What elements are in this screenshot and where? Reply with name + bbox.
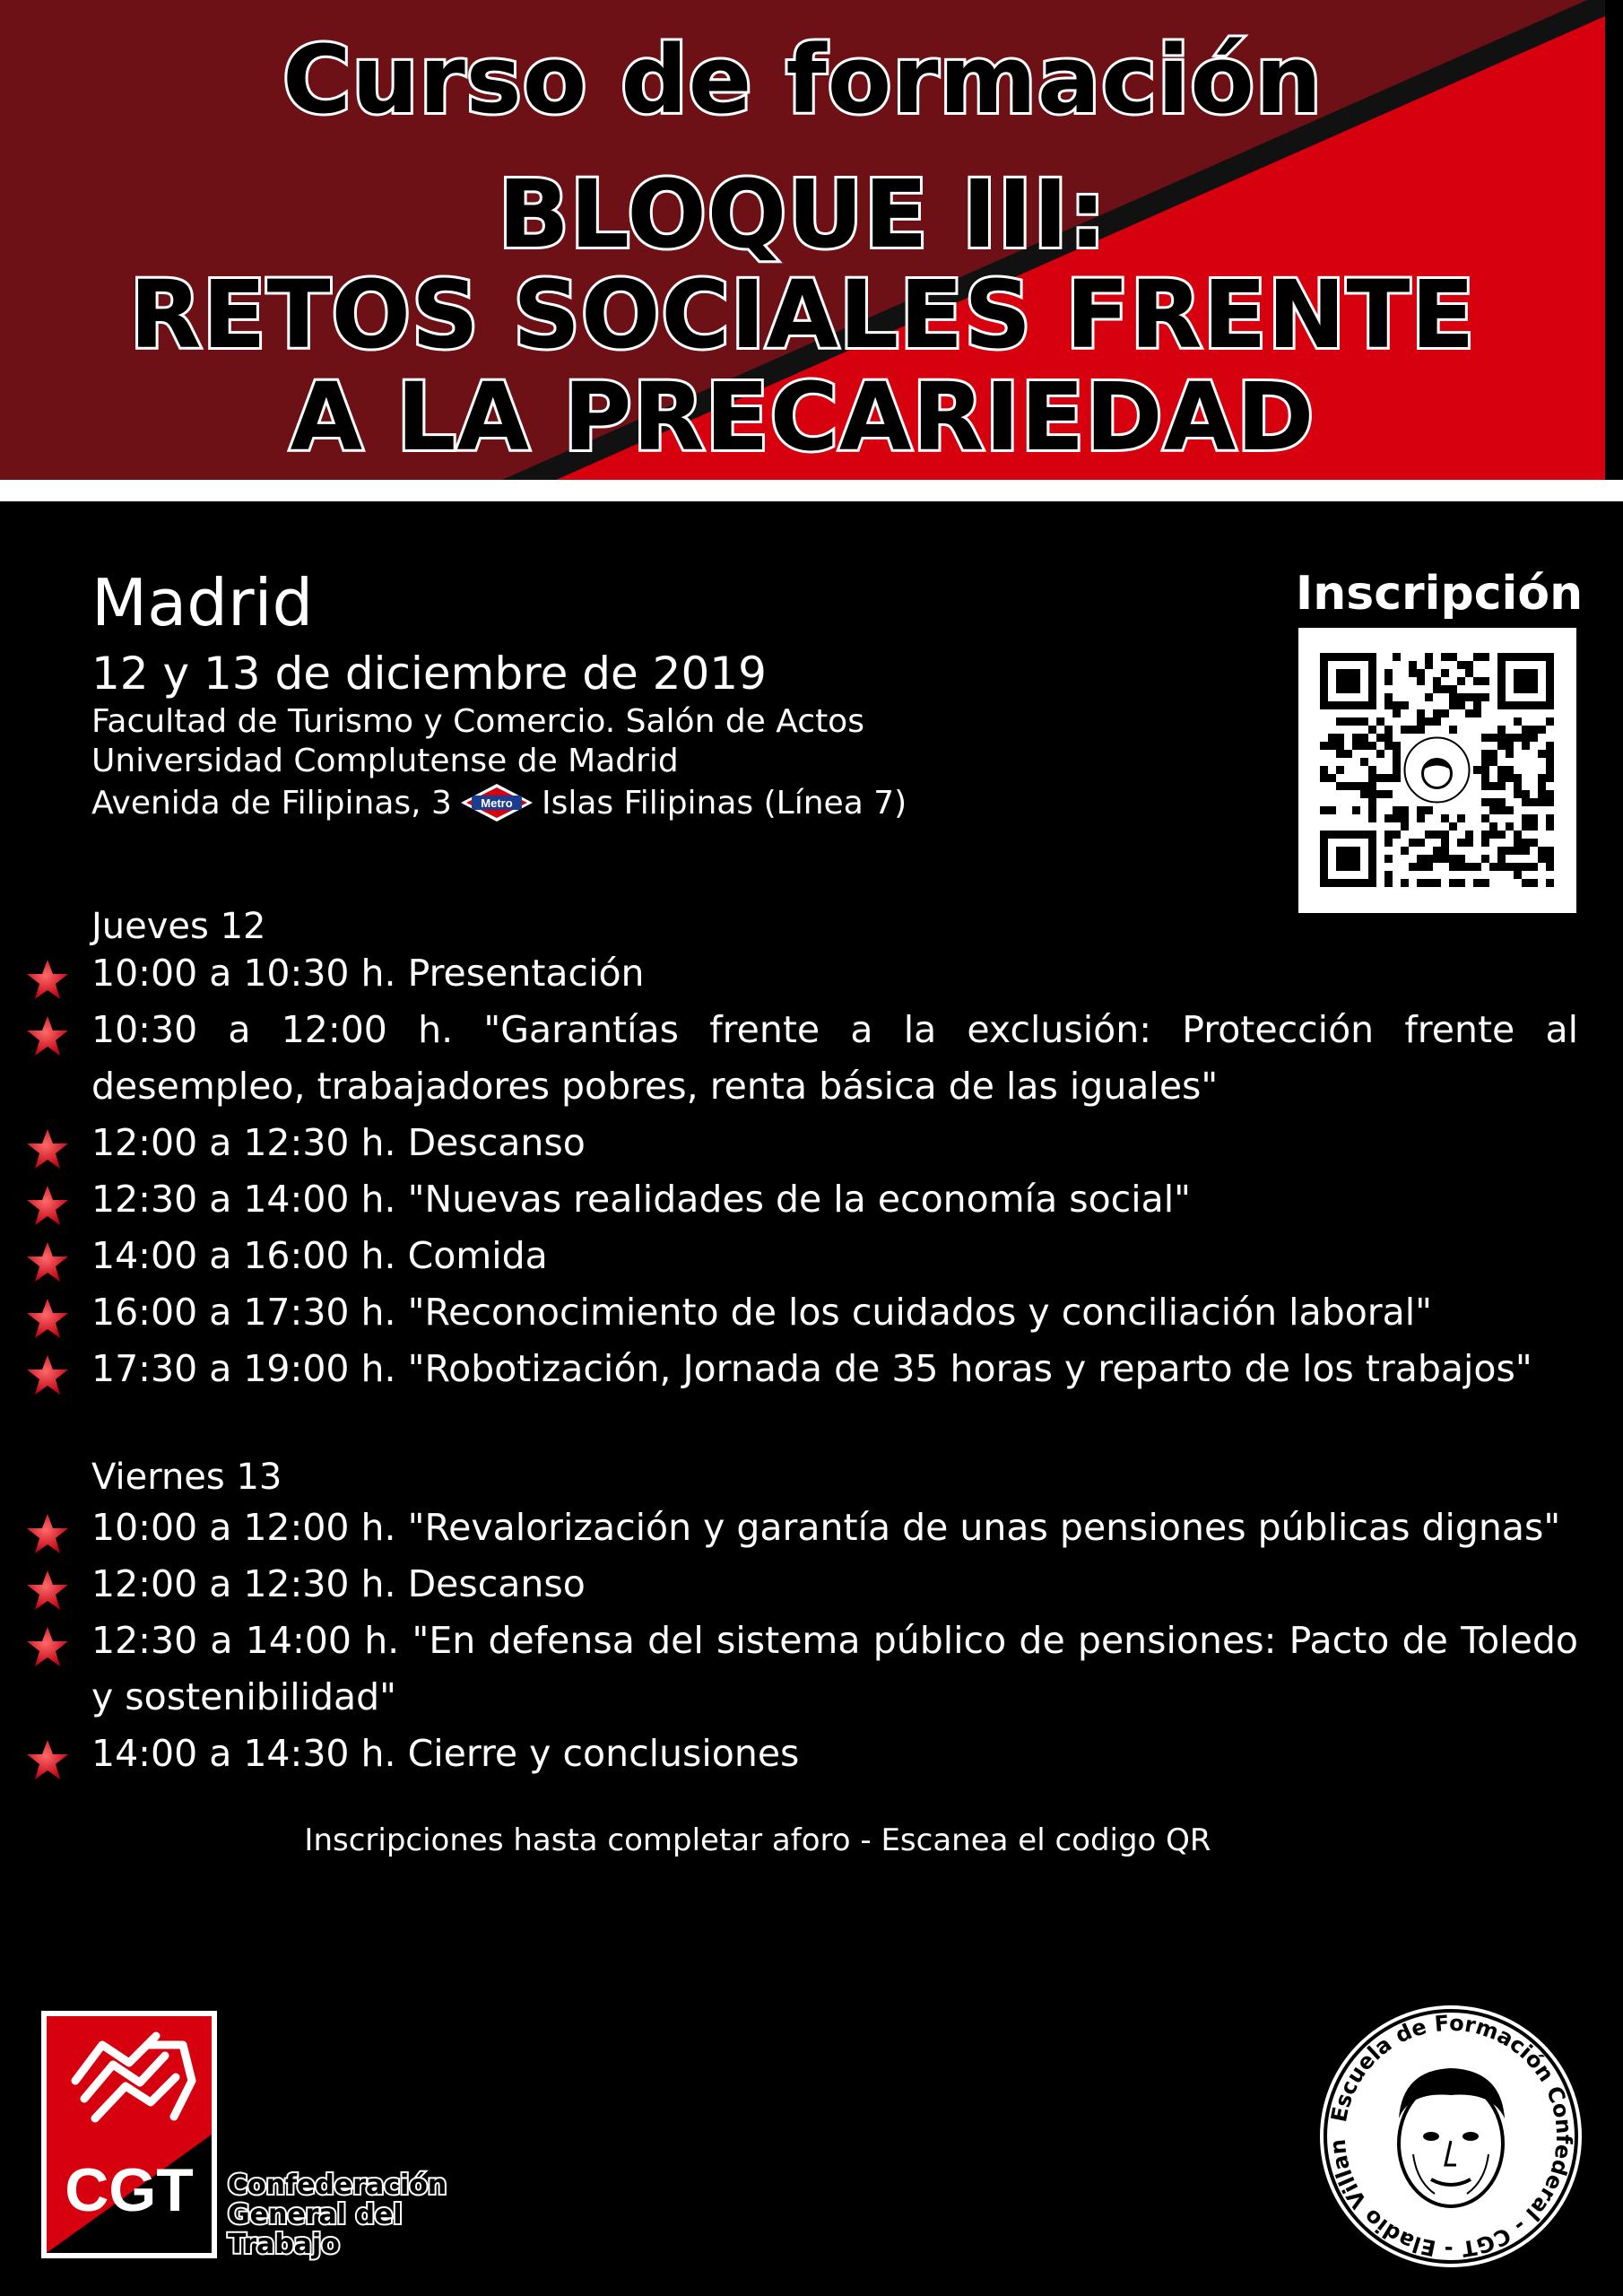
venue-university: Universidad Complutense de Madrid [91,743,679,779]
event-city: Madrid [91,565,314,640]
schedule-item: 12:00 a 12:30 h. Descanso [91,1121,586,1164]
cgt-wordmark [228,2170,447,2259]
cgt-line2: General del [228,2199,403,2231]
metro-icon [459,782,534,823]
cgt-logo-letters: CGT [65,2156,194,2224]
school-seal-logo [1316,2002,1585,2271]
star-bullet-icon [25,1014,70,1059]
star-bullet-icon [25,1127,70,1172]
block-title: BLOQUE III: [498,160,1107,269]
registration-title: Inscripción [1295,567,1584,621]
portrait-icon [1399,2068,1505,2206]
schedule-item: 14:00 a 14:30 h. Cierre y conclusiones [91,1732,800,1775]
block-subtitle-line2: A LA PRECARIEDAD [290,362,1315,472]
cgt-line3: Trabajo [228,2229,340,2260]
registration-qr-code[interactable] [1298,628,1576,913]
schedule-item: 16:00 a 17:30 h. "Reconocimiento de los cuidados y conciliación laboral" [91,1291,1433,1334]
schedule-item: 12:00 a 12:30 h. Descanso [91,1562,586,1605]
block-subtitle-line1: RETOS SOCIALES FRENTE [129,260,1476,370]
star-bullet-icon [25,1625,70,1670]
venue-address [91,782,907,823]
cgt-line1: Confederación [228,2170,447,2201]
registration-note: Inscripciones hasta completar aforo - Escanea el codigo QR [304,1822,1211,1858]
venue-faculty: Facultad de Turismo y Comercio. Salón de Actos [91,703,864,740]
metro-label: Metro [481,796,513,810]
star-bullet-icon [25,1738,70,1783]
banner-divider [0,480,1623,501]
star-bullet-icon [25,1512,70,1557]
header-banner [0,0,1605,480]
schedule-item: 17:30 a 19:00 h. "Robotización, Jornada de 35 horas y reparto de los trabajos" [91,1347,1532,1390]
star-bullet-icon [25,1569,70,1613]
star-bullet-icon [25,1240,70,1285]
day-heading-thursday: Jueves 12 [91,906,266,947]
course-title: Curso de formación [282,25,1323,135]
star-bullet-icon [25,1297,70,1342]
schedule-item: 12:30 a 14:00 h. "En defensa del sistema público de pensiones: Pacto de Toledo y sostenibilidad" [91,1619,1578,1718]
schedule-item: 10:00 a 12:00 h. "Revalorización y garantía de unas pensiones públicas dignas" [91,1506,1561,1549]
schedule-item: 10:00 a 10:30 h. Presentación [91,952,645,995]
star-bullet-icon [25,958,70,1003]
schedule-item: 12:30 a 14:00 h. "Nuevas realidades de la economía social" [91,1178,1191,1221]
day-heading-friday: Viernes 13 [91,1457,282,1498]
event-date: 12 y 13 de diciembre de 2019 [91,648,767,700]
star-bullet-icon [25,1353,70,1398]
qr-code-icon [1298,628,1576,913]
star-bullet-icon [25,1184,70,1229]
schedule-item: 14:00 a 16:00 h. Comida [91,1234,548,1277]
metro-station: Islas Filipinas (Línea 7) [541,784,907,822]
schedule-item: 10:30 a 12:00 h. "Garantías frente a la exclusión: Protección frente al desempleo, trabajadores pobres, renta básica de las iguales" [91,1008,1578,1108]
cgt-logo [39,2009,219,2260]
seal-text: Escuela de Formación Confederal - CGT - Eladio Villan [1324,2010,1577,2263]
street-address: Avenida de Filipinas, 3 [91,784,452,822]
